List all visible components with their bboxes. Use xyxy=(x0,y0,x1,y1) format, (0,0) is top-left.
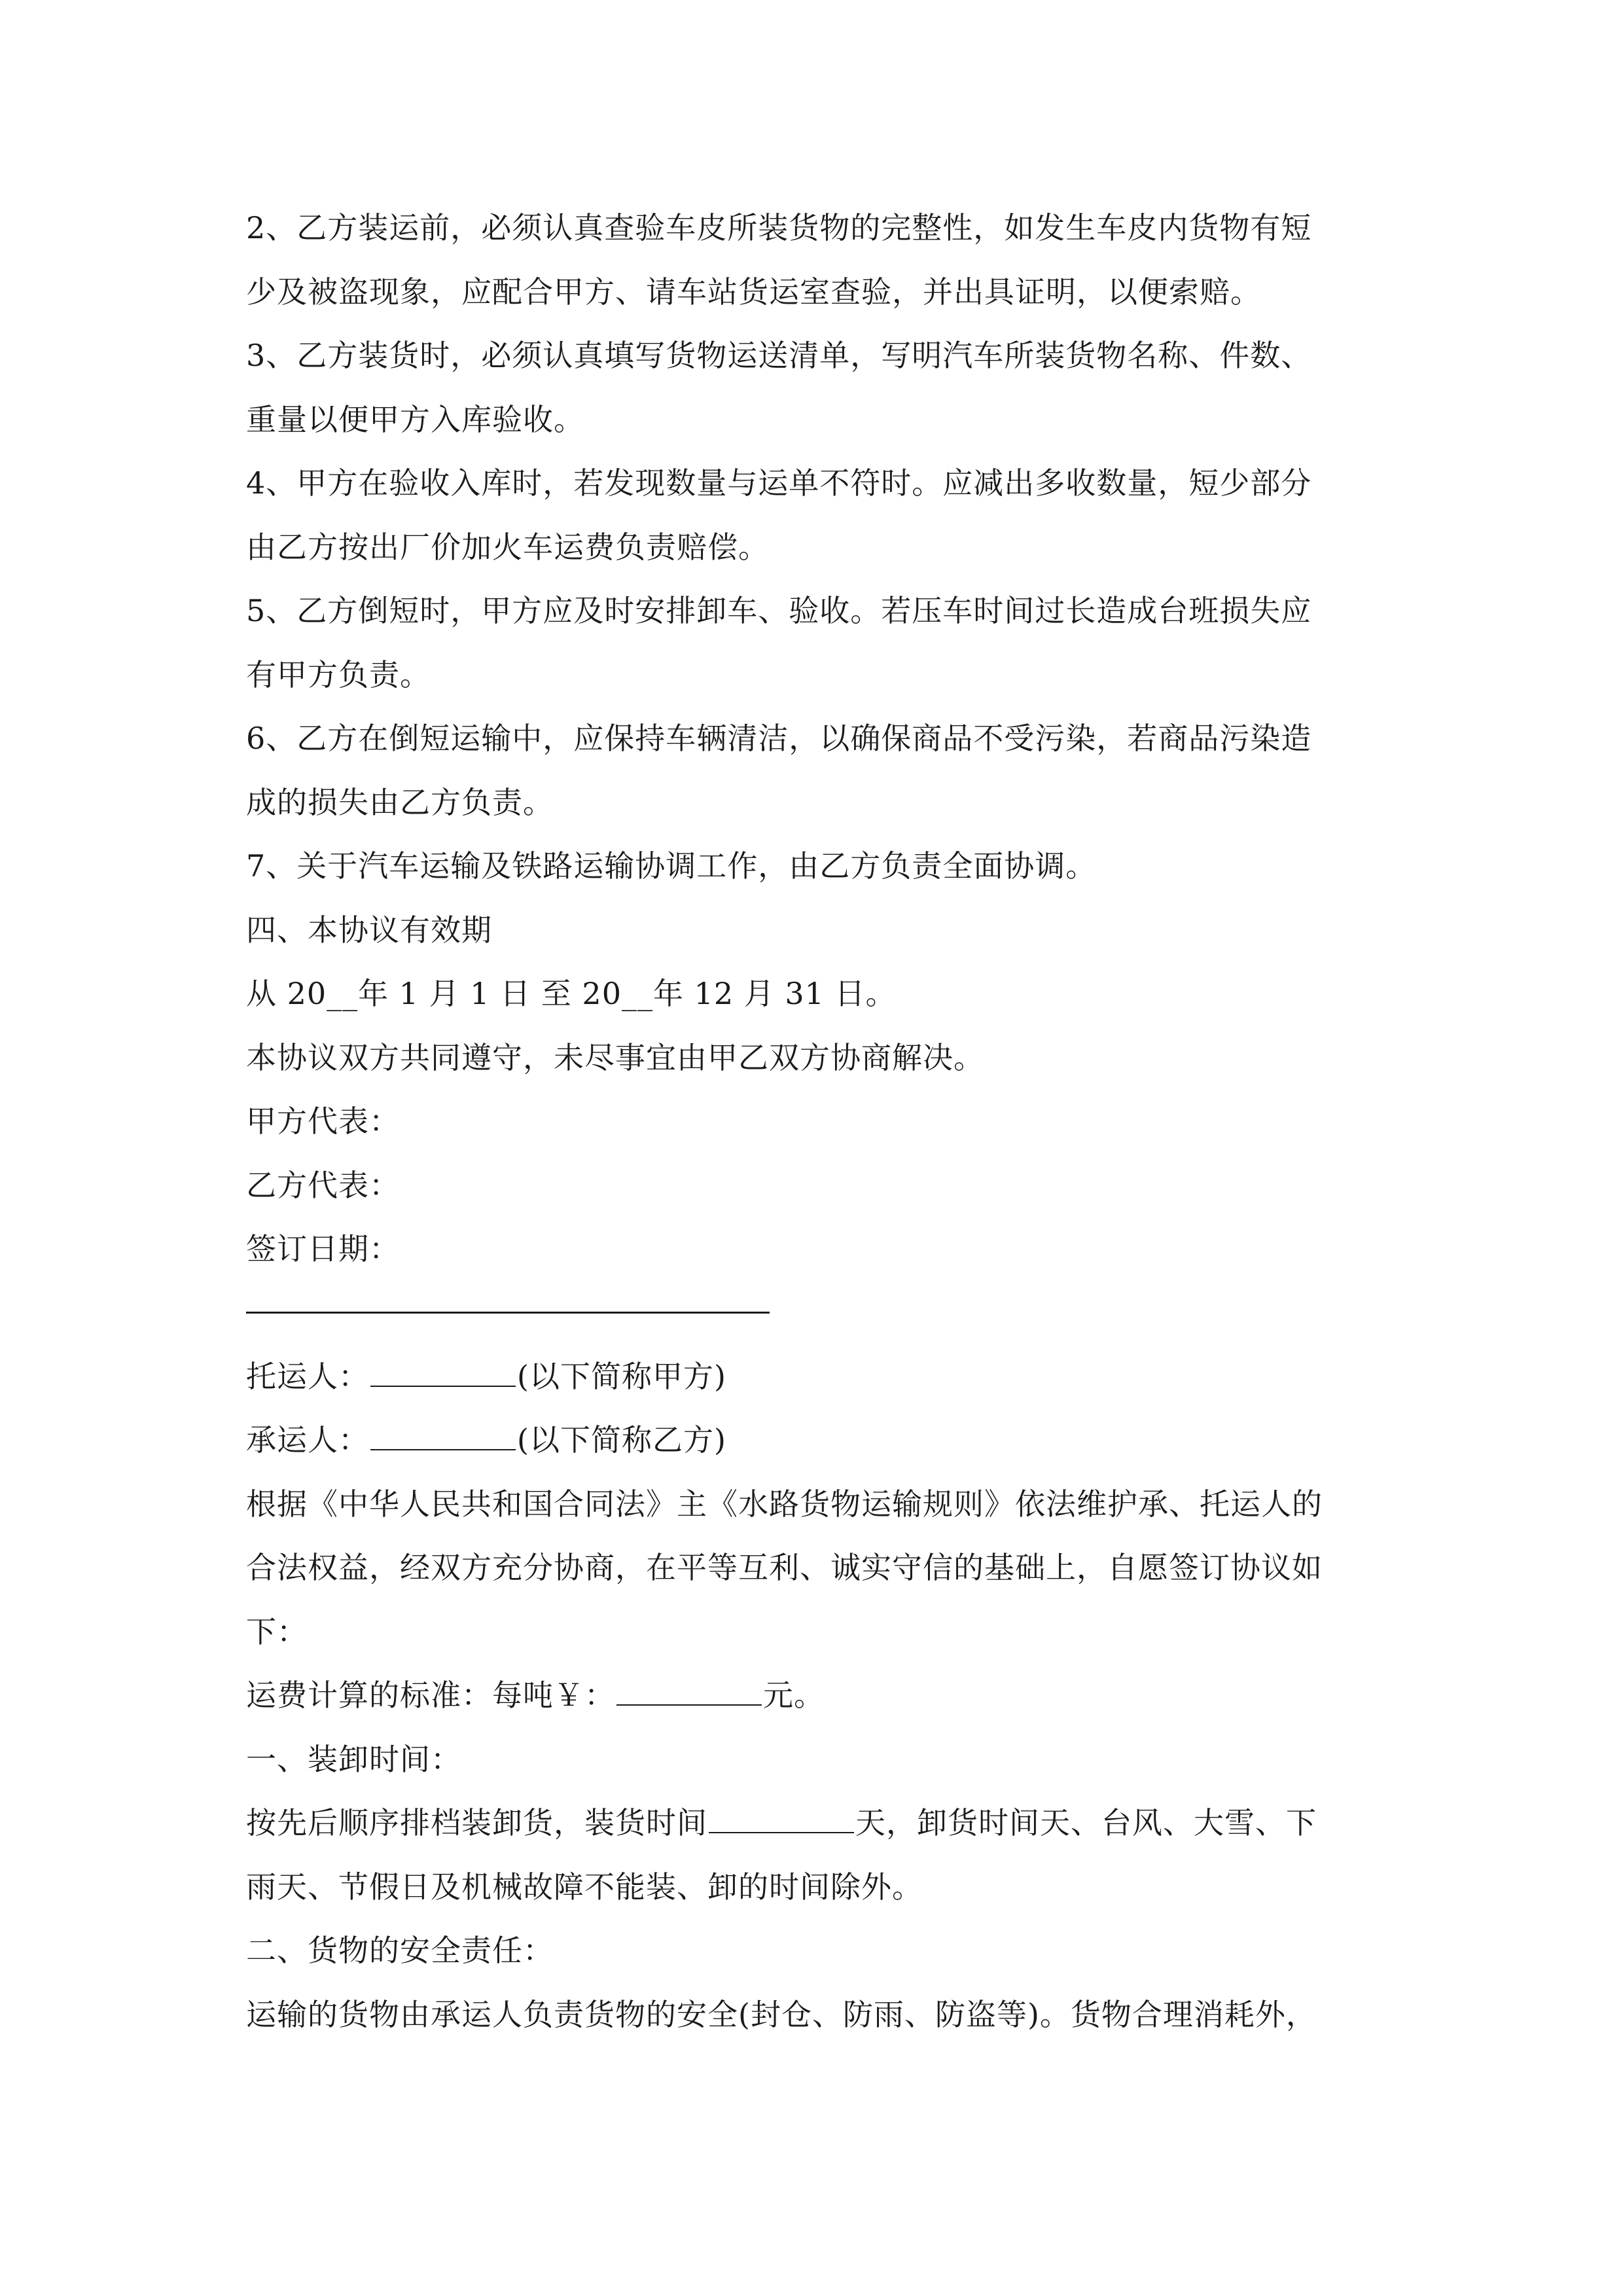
paragraph-line: 7、关于汽车运输及铁路运输协调工作，由乙方负责全面协调。 xyxy=(246,848,1097,884)
paragraph-line: 有甲方负责。 xyxy=(246,656,431,692)
paragraph-line: 3、乙方装货时，必须认真填写货物运送清单，写明汽车所装货物名称、件数、 xyxy=(246,338,1312,373)
paragraph-line: 雨天、节假日及机械故障不能装、卸的时间除外。 xyxy=(246,1869,923,1905)
paragraph-line: 成的损失由乙方负责。 xyxy=(246,784,554,820)
paragraph-line: 运输的货物由承运人负责货物的安全(封仓、防雨、防盗等)。货物合理消耗外， xyxy=(246,1996,1317,2032)
shipper-suffix: (以下简称甲方) xyxy=(517,1358,726,1394)
paragraph-line: 5、乙方倒短时，甲方应及时安排卸车、验收。若压车时间过长造成台班损失应 xyxy=(246,593,1312,628)
paragraph-line: 2、乙方装运前，必须认真查验车皮所装货物的完整性，如发生车皮内货物有短 xyxy=(246,210,1312,245)
paragraph-line: 下： xyxy=(246,1613,308,1649)
shipper-blank xyxy=(370,1359,516,1387)
document-page xyxy=(246,196,1385,2047)
paragraph-line: 根据《中华人民共和国合同法》主《水路货物运输规则》依法维护承、托运人的 xyxy=(246,1486,1323,1522)
loading-suffix: 天，卸货时间天、台风、大雪、下 xyxy=(855,1805,1317,1840)
paragraph-line: 4、甲方在验收入库时，若发现数量与运单不符时。应减出多收数量，短少部分 xyxy=(246,465,1312,501)
separator-line xyxy=(246,1312,770,1345)
loading-line xyxy=(246,1791,1385,1856)
loading-prefix: 按先后顺序排档装卸货，装货时间 xyxy=(246,1805,707,1840)
freight-blank xyxy=(616,1678,762,1706)
carrier-blank xyxy=(370,1423,516,1450)
paragraph-line: 重量以便甲方入库验收。 xyxy=(246,401,584,437)
party-a-representative: 甲方代表： xyxy=(246,1103,400,1139)
section-heading: 四、本协议有效期 xyxy=(246,912,492,948)
paragraph-line: 由乙方按出厂价加火车运费负责赔偿。 xyxy=(246,529,769,565)
shipper-label: 托运人： xyxy=(246,1358,369,1394)
section-heading: 二、货物的安全责任： xyxy=(246,1933,554,1968)
freight-standard-line xyxy=(246,1664,1385,1728)
paragraph-line: 少及被盗现象，应配合甲方、请车站货运室查验，并出具证明，以便索赔。 xyxy=(246,274,1261,310)
signing-date: 签订日期： xyxy=(246,1231,400,1266)
freight-suffix: 元。 xyxy=(763,1677,825,1713)
paragraph-line: 本协议双方共同遵守，未尽事宜由甲乙双方协商解决。 xyxy=(246,1039,984,1075)
section-heading: 一、装卸时间： xyxy=(246,1741,461,1777)
loading-days-blank xyxy=(709,1806,854,1833)
paragraph-line: 合法权益，经双方充分协商，在平等互利、诚实守信的基础上，自愿签订协议如 xyxy=(246,1550,1323,1585)
carrier-label: 承运人： xyxy=(246,1422,369,1458)
carrier-line xyxy=(246,1408,1385,1473)
paragraph-line: 6、乙方在倒短运输中，应保持车辆清洁，以确保商品不受污染，若商品污染造 xyxy=(246,721,1312,756)
shipper-line xyxy=(246,1345,1385,1409)
party-b-representative: 乙方代表： xyxy=(246,1167,400,1203)
carrier-suffix: (以下简称乙方) xyxy=(517,1422,726,1458)
freight-label: 运费计算的标准：每吨￥： xyxy=(246,1677,615,1713)
validity-period: 从 20__年 1 月 1 日 至 20__年 12 月 31 日。 xyxy=(246,976,897,1011)
